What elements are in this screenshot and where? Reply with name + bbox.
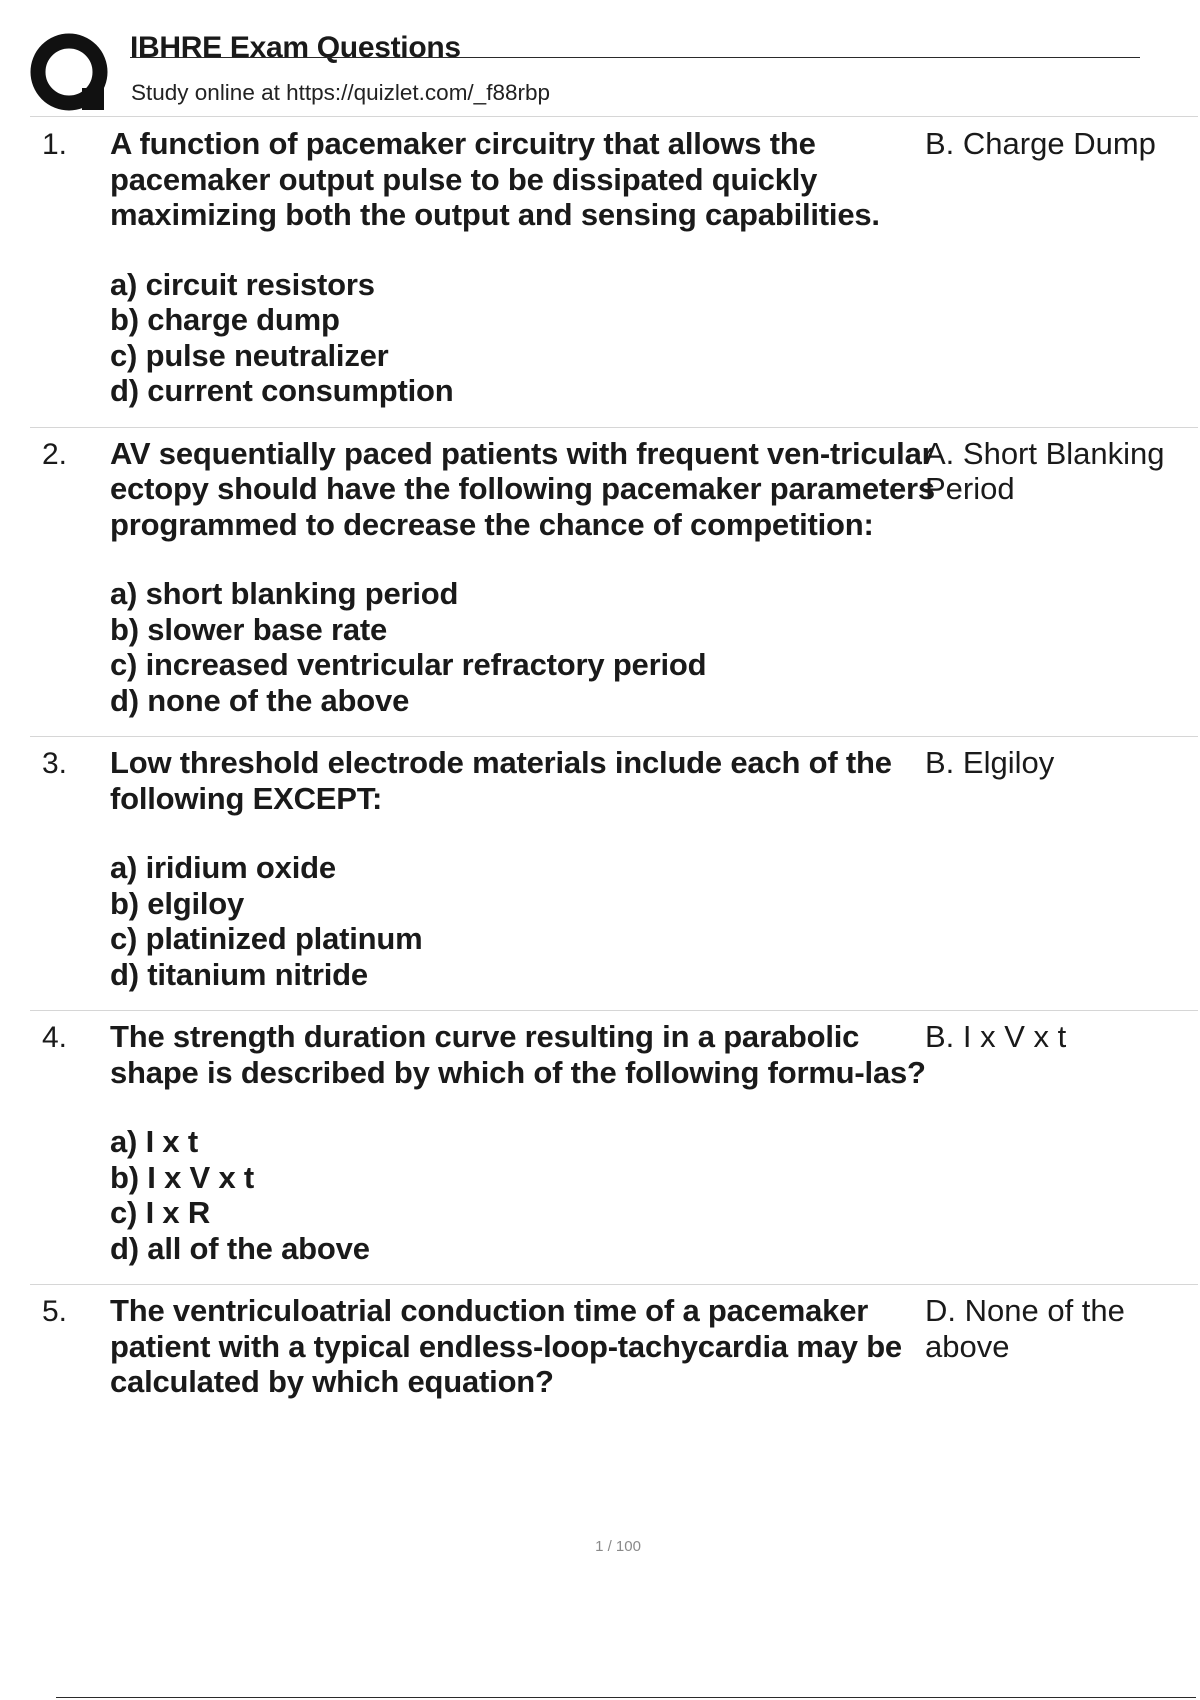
answer-text: B. Charge Dump xyxy=(925,126,1156,161)
option-item: d) none of the above xyxy=(110,682,410,718)
option-item: a) I x t xyxy=(110,1124,198,1159)
option-list xyxy=(110,267,940,409)
option-item: b) I x V x t xyxy=(110,1159,255,1195)
question-body xyxy=(110,428,940,737)
document-header xyxy=(0,0,1200,120)
question-list xyxy=(0,118,1200,1418)
question-number: 2. xyxy=(42,437,68,471)
question-row xyxy=(30,428,1198,738)
question-text: Low threshold electrode materials include each of the following EXCEPT: xyxy=(110,745,892,816)
option-item: b) slower base rate xyxy=(110,611,388,647)
question-body xyxy=(110,1285,940,1418)
answer-text: D. None of the above xyxy=(925,1293,1125,1364)
question-row xyxy=(30,1011,1198,1285)
answer-text: A. Short Blanking Period xyxy=(925,435,1165,506)
option-item: a) circuit resistors xyxy=(110,266,375,302)
option-item: b) charge dump xyxy=(110,302,340,337)
footer-divider xyxy=(56,1697,1196,1698)
option-item: d) titanium nitride xyxy=(110,956,368,992)
page-indicator: 1 / 100 xyxy=(595,1538,641,1555)
question-number: 1. xyxy=(42,128,68,161)
question-row xyxy=(30,737,1198,1011)
option-item: b) elgiloy xyxy=(110,885,245,921)
question-text: A function of pacemaker circuitry that allows the pacemaker output pulse to be dissipated quickly maximizing both the output and sensing capabilities. xyxy=(110,126,880,232)
answer-text: B. I x V x t xyxy=(925,1019,1067,1054)
question-body xyxy=(110,1011,940,1284)
option-item: c) platinized platinum xyxy=(110,921,423,956)
title-underline xyxy=(130,57,1140,58)
option-list xyxy=(110,1124,940,1266)
option-item: c) increased ventricular refractory period xyxy=(110,647,707,682)
option-item: c) I x R xyxy=(110,1195,211,1230)
question-row xyxy=(30,1285,1198,1418)
question-number: 3. xyxy=(42,747,68,780)
quizlet-logo-icon xyxy=(30,32,112,114)
option-list xyxy=(110,850,940,992)
option-item: a) iridium oxide xyxy=(110,850,336,885)
question-number: 4. xyxy=(42,1021,68,1054)
option-list xyxy=(110,576,940,718)
option-item: c) pulse neutralizer xyxy=(110,337,389,373)
option-item: a) short blanking period xyxy=(110,576,459,611)
study-online-link-text: Study online at https://quizlet.com/_f88rbp xyxy=(131,80,550,105)
question-text: AV sequentially paced patients with frequent ven-tricular ectopy should have the following pacemaker parameters programmed to decrease the chance of competition: xyxy=(110,435,935,542)
answer-text: B. Elgiloy xyxy=(925,745,1055,780)
question-row xyxy=(30,118,1198,428)
option-item: d) all of the above xyxy=(110,1230,370,1266)
question-text: The strength duration curve resulting in a parabolic shape is described by which of the following formu-las? xyxy=(110,1019,926,1090)
question-body xyxy=(110,118,940,427)
question-body xyxy=(110,737,940,1010)
header-divider xyxy=(30,116,1198,117)
document-title: IBHRE Exam Questions xyxy=(130,31,461,64)
option-item: d) current consumption xyxy=(110,373,454,408)
question-text: The ventriculoatrial conduction time of a pacemaker patient with a typical endless-loop-tachycardia may be calculated by which equation? xyxy=(110,1293,902,1399)
question-number: 5. xyxy=(42,1295,68,1328)
